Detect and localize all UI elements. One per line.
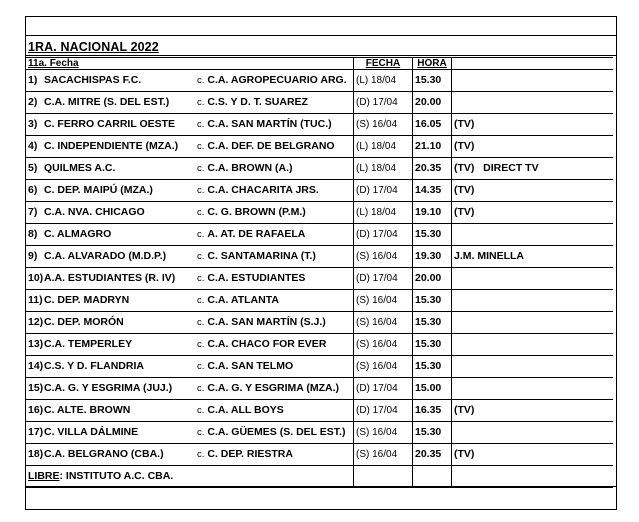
match-date: (D) 17/04 <box>356 405 398 416</box>
match-row <box>26 202 613 224</box>
match-time-cell <box>413 114 452 136</box>
match-broadcast-cell <box>452 312 614 334</box>
versus-separator: c. <box>197 361 205 372</box>
versus-separator: c. <box>197 405 205 416</box>
page-title: 1RA. NACIONAL 2022 <box>28 40 159 54</box>
home-team: C.A. ALVARADO (M.D.P.) <box>44 250 167 262</box>
away-team: C. G. BROWN (P.M.) <box>207 206 306 218</box>
match-broadcast: (TV) <box>454 140 475 152</box>
match-number: 17) <box>28 426 44 438</box>
match-number: 6) <box>28 184 38 196</box>
match-row <box>26 246 613 268</box>
match-time: 15.30 <box>415 74 442 86</box>
away-team: C.S. Y D. T. SUAREZ <box>207 96 308 108</box>
match-number: 1) <box>28 74 38 86</box>
versus-separator: c. <box>197 97 205 108</box>
match-date: (S) 16/04 <box>356 427 398 438</box>
home-team: QUILMES A.C. <box>44 162 116 174</box>
match-row <box>26 378 613 400</box>
match-broadcast-cell <box>452 378 614 400</box>
match-row <box>26 158 613 180</box>
match-date-cell <box>354 334 413 356</box>
match-number: 11) <box>28 294 43 306</box>
match-broadcast: (TV) <box>454 448 475 460</box>
match-date: (D) 17/04 <box>356 97 398 108</box>
match-broadcast-cell <box>452 202 614 224</box>
away-team: C.A. CHACARITA JRS. <box>207 184 319 196</box>
match-date: (L) 18/04 <box>356 141 397 152</box>
match-time-cell <box>413 400 452 422</box>
match-row <box>26 356 613 378</box>
away-team: C. SANTAMARINA (T.) <box>207 250 316 262</box>
away-team: C.A. SAN MARTÍN (TUC.) <box>207 118 332 130</box>
match-time-cell <box>413 70 452 92</box>
home-team: C.A. G. Y ESGRIMA (JUJ.) <box>44 382 173 394</box>
match-time-cell <box>413 312 452 334</box>
versus-separator: c. <box>197 229 205 240</box>
away-team: C.A. ATLANTA <box>207 294 279 306</box>
match-teams-cell <box>26 268 354 290</box>
home-team: C.A. MITRE (S. DEL EST.) <box>44 96 170 108</box>
round-label-cell <box>26 58 354 70</box>
away-team: C.A. G. Y ESGRIMA (MZA.) <box>207 382 340 394</box>
header-row <box>26 58 613 70</box>
hora-header-cell <box>413 58 452 70</box>
match-broadcast-cell <box>452 444 614 466</box>
versus-separator: c. <box>197 141 205 152</box>
match-row <box>26 136 613 158</box>
libre-empty-time <box>413 466 452 488</box>
away-team: C.A. BROWN (A.) <box>207 162 293 174</box>
match-row <box>26 312 613 334</box>
home-team: C. DEP. MADRYN <box>44 294 130 306</box>
away-team: C.A. GÜEMES (S. DEL EST.) <box>207 426 346 438</box>
match-date: (D) 17/04 <box>356 273 398 284</box>
match-time: 15.30 <box>415 294 442 306</box>
home-team: A.A. ESTUDIANTES (R. IV) <box>44 272 176 284</box>
match-broadcast-cell <box>452 400 614 422</box>
home-team: C.A. TEMPERLEY <box>44 338 133 350</box>
match-time-cell <box>413 444 452 466</box>
match-number: 4) <box>28 140 38 152</box>
match-number: 9) <box>28 250 38 262</box>
match-date-cell <box>354 400 413 422</box>
match-teams-cell <box>26 246 354 268</box>
match-broadcast-cell <box>452 356 614 378</box>
home-team: C.A. NVA. CHICAGO <box>44 206 145 218</box>
match-time: 15.30 <box>415 338 442 350</box>
libre-team: : INSTITUTO A.C. CBA. <box>59 470 174 482</box>
versus-separator: c. <box>197 185 205 196</box>
match-broadcast: J.M. MINELLA <box>454 250 524 262</box>
fecha-header: FECHA <box>365 58 401 69</box>
match-teams-cell <box>26 202 354 224</box>
match-date-cell <box>354 92 413 114</box>
match-date-cell <box>354 422 413 444</box>
match-number: 12) <box>28 316 44 328</box>
match-number: 13) <box>28 338 44 350</box>
match-date: (S) 16/04 <box>356 251 398 262</box>
match-broadcast-cell <box>452 246 614 268</box>
match-time: 19.30 <box>415 250 442 262</box>
away-team: A. AT. DE RAFAELA <box>207 228 306 240</box>
match-teams-cell <box>26 180 354 202</box>
versus-separator: c. <box>197 207 205 218</box>
away-team: C. DEP. RIESTRA <box>207 448 293 460</box>
match-time-cell <box>413 202 452 224</box>
match-teams-cell <box>26 356 354 378</box>
away-team: C.A. CHACO FOR EVER <box>207 338 327 350</box>
home-team: C. ALTE. BROWN <box>44 404 131 416</box>
match-number: 7) <box>28 206 38 218</box>
versus-separator: c. <box>197 295 205 306</box>
versus-separator: c. <box>197 427 205 438</box>
match-row <box>26 444 613 466</box>
round-label: 11a. Fecha <box>28 58 79 69</box>
match-teams-cell <box>26 92 354 114</box>
match-date-cell <box>354 136 413 158</box>
match-number: 14) <box>28 360 44 372</box>
match-date: (D) 17/04 <box>356 185 398 196</box>
versus-separator: c. <box>197 163 205 174</box>
match-number: 8) <box>28 228 38 240</box>
home-team: C. ALMAGRO <box>44 228 112 240</box>
match-row <box>26 114 613 136</box>
libre-empty-date <box>354 466 413 488</box>
match-date: (D) 17/04 <box>356 383 398 394</box>
match-number: 16) <box>28 404 44 416</box>
home-team: C. FERRO CARRIL OESTE <box>44 118 176 130</box>
match-time: 21.10 <box>415 140 442 152</box>
match-date: (L) 18/04 <box>356 75 397 86</box>
match-number: 18) <box>28 448 44 460</box>
match-time: 20.00 <box>415 96 442 108</box>
match-date: (S) 16/04 <box>356 339 398 350</box>
match-number: 15) <box>28 382 44 394</box>
match-row <box>26 180 613 202</box>
match-time-cell <box>413 246 452 268</box>
match-date-cell <box>354 312 413 334</box>
match-row <box>26 224 613 246</box>
match-time: 15.30 <box>415 426 442 438</box>
home-team: C. VILLA DÁLMINE <box>44 426 139 438</box>
match-broadcast-cell <box>452 268 614 290</box>
fixture-table <box>26 57 613 488</box>
versus-separator: c. <box>197 119 205 130</box>
away-team: C.A. SAN TELMO <box>207 360 294 372</box>
versus-separator: c. <box>197 449 205 460</box>
home-team: C. DEP. MAIPÚ (MZA.) <box>44 184 153 196</box>
match-broadcast: (TV) <box>454 184 475 196</box>
match-date-cell <box>354 224 413 246</box>
match-teams-cell <box>26 136 354 158</box>
match-date: (S) 16/04 <box>356 295 398 306</box>
match-date-cell <box>354 158 413 180</box>
home-team: C. INDEPENDIENTE (MZA.) <box>44 140 179 152</box>
match-row <box>26 268 613 290</box>
match-time-cell <box>413 158 452 180</box>
match-time-cell <box>413 378 452 400</box>
match-date: (S) 16/04 <box>356 449 398 460</box>
bottom-empty-row <box>26 486 616 509</box>
match-time: 16.05 <box>415 118 442 130</box>
match-row <box>26 92 613 114</box>
away-team: C.A. SAN MARTÍN (S.J.) <box>207 316 326 328</box>
match-row <box>26 290 613 312</box>
home-team: C. DEP. MORÓN <box>44 316 124 328</box>
match-time: 15.30 <box>415 360 442 372</box>
match-number: 5) <box>28 162 38 174</box>
match-date-cell <box>354 444 413 466</box>
home-team: C.S. Y D. FLANDRIA <box>44 360 144 372</box>
match-teams-cell <box>26 400 354 422</box>
match-teams-cell <box>26 114 354 136</box>
home-team: SACACHISPAS F.C. <box>44 74 142 86</box>
match-row <box>26 400 613 422</box>
match-broadcast-cell <box>452 422 614 444</box>
match-teams-cell <box>26 158 354 180</box>
match-row <box>26 70 613 92</box>
versus-separator: c. <box>197 251 205 262</box>
match-date-cell <box>354 356 413 378</box>
hora-header: HORA <box>417 58 447 69</box>
match-number: 2) <box>28 96 38 108</box>
home-team: C.A. BELGRANO (CBA.) <box>44 448 164 460</box>
match-broadcast-cell <box>452 114 614 136</box>
versus-separator: c. <box>197 339 205 350</box>
match-broadcast: (TV) <box>454 206 475 218</box>
match-teams-cell <box>26 378 354 400</box>
away-team: C.A. ESTUDIANTES <box>207 272 306 284</box>
match-date: (S) 16/04 <box>356 119 398 130</box>
match-time: 20.35 <box>415 162 442 174</box>
versus-separator: c. <box>197 273 205 284</box>
versus-separator: c. <box>197 75 205 86</box>
match-date: (S) 16/04 <box>356 361 398 372</box>
tv-header-cell <box>452 58 614 70</box>
match-teams-cell <box>26 224 354 246</box>
away-team: C.A. ALL BOYS <box>207 404 284 416</box>
match-broadcast-cell <box>452 136 614 158</box>
match-time: 14.35 <box>415 184 442 196</box>
match-teams-cell <box>26 70 354 92</box>
match-teams-cell <box>26 422 354 444</box>
match-row <box>26 422 613 444</box>
match-date: (D) 17/04 <box>356 229 398 240</box>
match-time: 15.30 <box>415 228 442 240</box>
match-time-cell <box>413 224 452 246</box>
match-date-cell <box>354 180 413 202</box>
match-broadcast-cell <box>452 92 614 114</box>
match-date-cell <box>354 114 413 136</box>
versus-separator: c. <box>197 383 205 394</box>
match-time: 15.30 <box>415 316 442 328</box>
title-divider <box>26 55 616 56</box>
fecha-header-cell <box>354 58 413 70</box>
match-time-cell <box>413 290 452 312</box>
match-date-cell <box>354 70 413 92</box>
match-broadcast: (TV) <box>454 404 475 416</box>
libre-cell <box>26 466 354 488</box>
libre-row <box>26 466 613 488</box>
match-broadcast-cell <box>452 290 614 312</box>
match-broadcast: (TV) DIRECT TV <box>454 162 539 174</box>
match-teams-cell <box>26 290 354 312</box>
match-broadcast-cell <box>452 70 614 92</box>
libre-empty-tv <box>452 466 614 488</box>
match-date: (L) 18/04 <box>356 207 397 218</box>
match-teams-cell <box>26 312 354 334</box>
match-time-cell <box>413 180 452 202</box>
match-time-cell <box>413 92 452 114</box>
match-time-cell <box>413 422 452 444</box>
match-time-cell <box>413 356 452 378</box>
match-date-cell <box>354 378 413 400</box>
versus-separator: c. <box>197 317 205 328</box>
match-number: 10) <box>28 272 44 284</box>
match-time-cell <box>413 268 452 290</box>
match-date-cell <box>354 246 413 268</box>
fixture-sheet <box>25 16 617 510</box>
match-time: 20.35 <box>415 448 442 460</box>
match-time: 19.10 <box>415 206 442 218</box>
match-teams-cell <box>26 334 354 356</box>
match-broadcast-cell <box>452 158 614 180</box>
match-row <box>26 334 613 356</box>
top-empty-row <box>26 17 616 36</box>
match-teams-cell <box>26 444 354 466</box>
match-time: 16.35 <box>415 404 442 416</box>
away-team: C.A. AGROPECUARIO ARG. <box>207 74 347 86</box>
match-number: 3) <box>28 118 38 130</box>
away-team: C.A. DEF. DE BELGRANO <box>207 140 335 152</box>
match-date-cell <box>354 202 413 224</box>
match-broadcast-cell <box>452 180 614 202</box>
match-time-cell <box>413 334 452 356</box>
libre-label: LIBRE <box>28 470 60 482</box>
match-date: (S) 16/04 <box>356 317 398 328</box>
match-time: 15.00 <box>415 382 442 394</box>
match-date-cell <box>354 268 413 290</box>
match-date: (L) 18/04 <box>356 163 397 174</box>
match-broadcast-cell <box>452 224 614 246</box>
match-broadcast: (TV) <box>454 118 475 130</box>
match-date-cell <box>354 290 413 312</box>
match-broadcast-cell <box>452 334 614 356</box>
match-time: 20.00 <box>415 272 442 284</box>
match-time-cell <box>413 136 452 158</box>
